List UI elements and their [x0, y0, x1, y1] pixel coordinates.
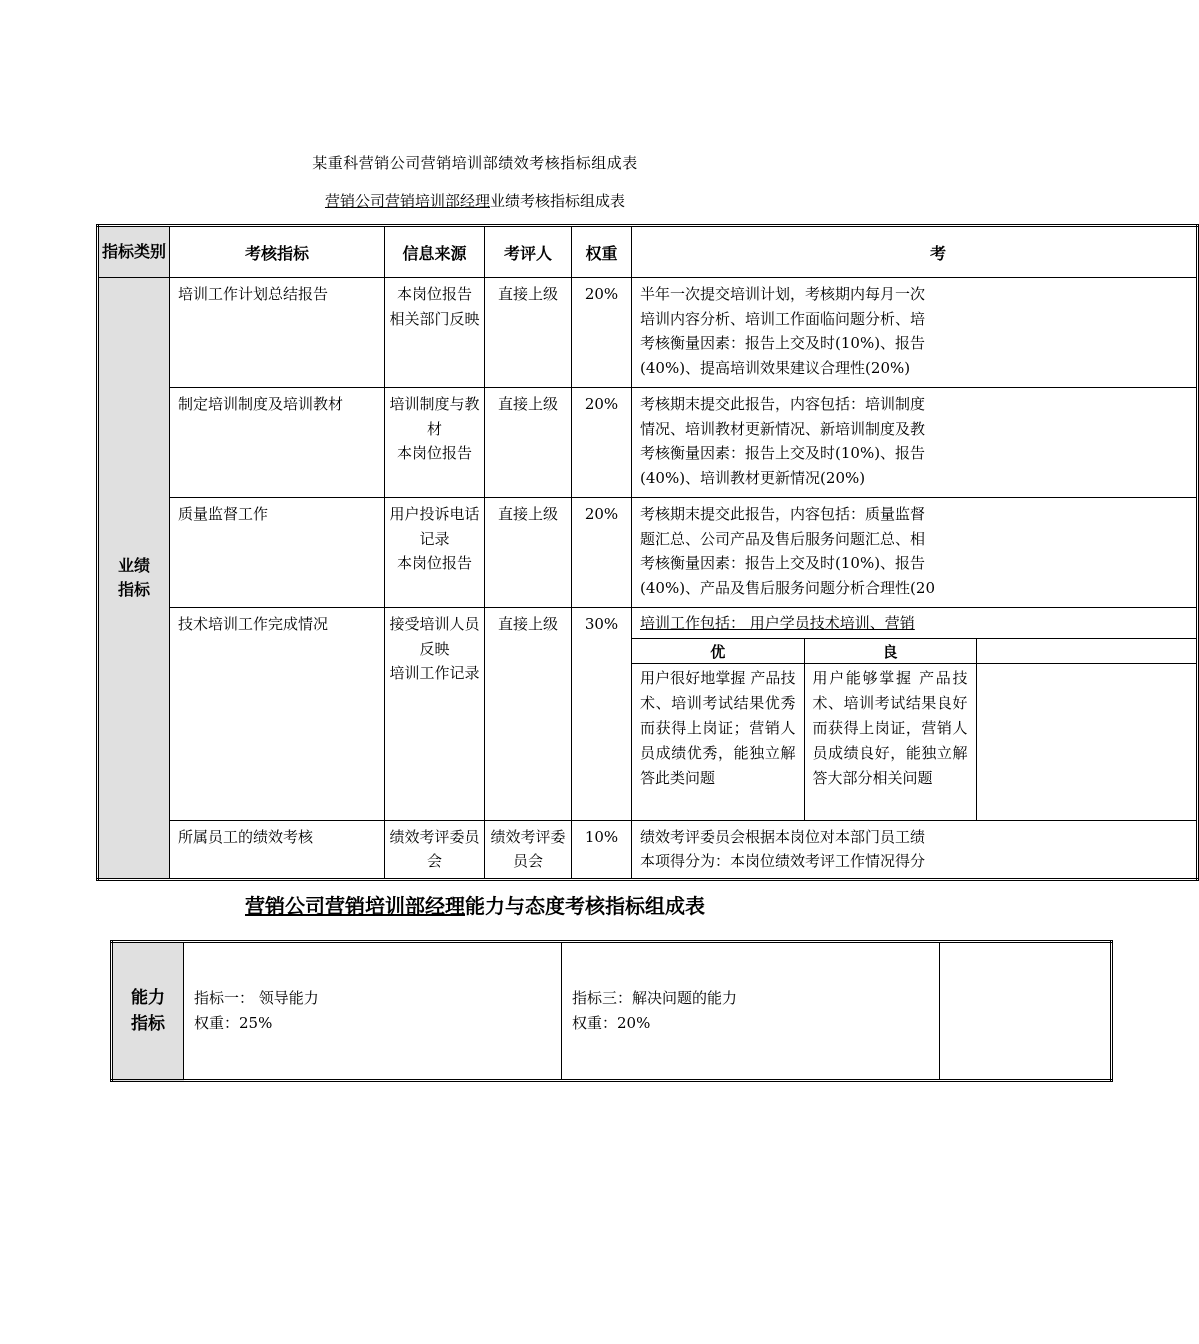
- ability-indicator-cell: [562, 942, 940, 1081]
- ability-indicator-cell: [184, 942, 562, 1081]
- header-evaluator: 考评人: [485, 226, 572, 278]
- ability-table: [110, 940, 1113, 1082]
- evaluator-cell: 直接上级: [485, 388, 572, 498]
- title-underlined-part: 营销公司营销培训部经理: [324, 192, 490, 210]
- description-line: 考核衡量因素：报告上交及时(10%)、报告: [640, 554, 926, 572]
- weight-cell: 10%: [572, 820, 632, 879]
- grade-intro: 培训工作包括： 用户学员技术培训、营销: [632, 608, 1196, 639]
- source-cell: 绩效考评委员会: [385, 820, 485, 879]
- description-cell: [632, 278, 1198, 388]
- performance-table-wrapper: [96, 224, 968, 876]
- weight-cell: 20%: [572, 498, 632, 608]
- header-indicator: 考核指标: [170, 226, 385, 278]
- indicator-cell: 培训工作计划总结报告: [170, 278, 385, 388]
- grade-text-good: 用户能够掌握 产品技术、培训考试结果良好而获得上岗证，营销人员成绩良好，能独立解答大部分相关问题: [804, 664, 976, 820]
- grade-label-empty: [976, 639, 1196, 664]
- weight-cell: 30%: [572, 608, 632, 821]
- grade-text-empty: [976, 664, 1196, 820]
- description-line: 半年一次提交培训计划，考核期内每月一次: [640, 285, 926, 303]
- header-row: [98, 226, 1198, 278]
- indicator-cell: 制定培训制度及培训教材: [170, 388, 385, 498]
- header-category: 指标类别: [98, 226, 170, 278]
- title-rest-part: 能力与态度考核指标组成表: [465, 894, 705, 918]
- evaluator-cell: 直接上级: [485, 498, 572, 608]
- description-line: (40%)、产品及售后服务问题分析合理性(20: [640, 578, 935, 597]
- ability-table-wrapper: [110, 940, 950, 1088]
- ability-indicator-cell-empty: [940, 942, 1112, 1081]
- description-line: 题汇总、公司产品及售后服务问题汇总、相: [640, 529, 926, 548]
- header-source: 信息来源: [385, 226, 485, 278]
- performance-table-title: [0, 190, 950, 211]
- category-cell: 业绩指标: [98, 278, 170, 880]
- grade-label-excellent: 优: [632, 639, 804, 664]
- description-line: 情况、培训教材更新情况、新培训制度及教: [640, 419, 926, 438]
- indicator-cell: 质量监督工作: [170, 498, 385, 608]
- indicator-cell: 技术培训工作完成情况: [170, 608, 385, 821]
- grade-description-cell: [632, 608, 1198, 821]
- indicator-name: 指标三：解决问题的能力: [572, 989, 738, 1007]
- description-line: 考核期末提交此报告，内容包括：质量监督: [640, 505, 926, 523]
- source-cell: 用户投诉电话记录 本岗位报告: [385, 498, 485, 608]
- description-line: (40%)、培训教材更新情况(20%): [640, 468, 866, 487]
- source-cell: 接受培训人员反映 培训工作记录: [385, 608, 485, 821]
- ability-table-title: [0, 890, 950, 919]
- performance-table: [96, 224, 1199, 881]
- description-cell: [632, 820, 1198, 879]
- header-standard: 考: [632, 226, 1198, 278]
- indicator-cell: 所属员工的绩效考核: [170, 820, 385, 879]
- table-row: [98, 498, 1198, 608]
- document-title: 某重科营销公司营销培训部绩效考核指标组成表: [312, 154, 638, 172]
- title-underlined-part: 营销公司营销培训部经理: [245, 894, 465, 918]
- weight-cell: 20%: [572, 388, 632, 498]
- description-cell: [632, 498, 1198, 608]
- indicator-weight: 权重：20%: [572, 1014, 651, 1032]
- evaluator-cell: 直接上级: [485, 608, 572, 821]
- grade-table: [632, 639, 1196, 820]
- table-row: [98, 608, 1198, 821]
- grade-text-excellent: 用户很好地掌握 产品技术、培训考试结果优秀而获得上岗证；营销人员成绩优秀，能独立解答此类问题: [632, 664, 804, 820]
- description-line: 考核衡量因素：报告上交及时(10%)、报告: [640, 444, 926, 462]
- description-line: 考核期末提交此报告，内容包括：培训制度: [640, 395, 926, 413]
- header-weight: 权重: [572, 226, 632, 278]
- description-line: 本项得分为：本岗位绩效考评工作情况得分: [640, 852, 926, 870]
- title-rest-part: 业绩考核指标组成表: [490, 192, 626, 210]
- description-line: 考核衡量因素：报告上交及时(10%)、报告: [640, 334, 926, 352]
- evaluator-cell: 绩效考评委员会: [485, 820, 572, 879]
- description-line: 培训内容分析、培训工作面临问题分析、培: [640, 309, 926, 328]
- source-cell: 培训制度与教材 本岗位报告: [385, 388, 485, 498]
- source-cell: 本岗位报告 相关部门反映: [385, 278, 485, 388]
- weight-cell: 20%: [572, 278, 632, 388]
- grade-label-good: 良: [804, 639, 976, 664]
- indicator-weight: 权重：25%: [194, 1014, 273, 1032]
- table-row: [98, 820, 1198, 879]
- ability-category-cell: 能力指标: [112, 942, 184, 1081]
- table-row: [98, 388, 1198, 498]
- description-line: (40%)、提高培训效果建议合理性(20%): [640, 358, 911, 377]
- indicator-name: 指标一： 领导能力: [194, 989, 319, 1007]
- evaluator-cell: 直接上级: [485, 278, 572, 388]
- table-row: [98, 278, 1198, 388]
- description-line: 绩效考评委员会根据本岗位对本部门员工绩: [640, 827, 926, 846]
- description-cell: [632, 388, 1198, 498]
